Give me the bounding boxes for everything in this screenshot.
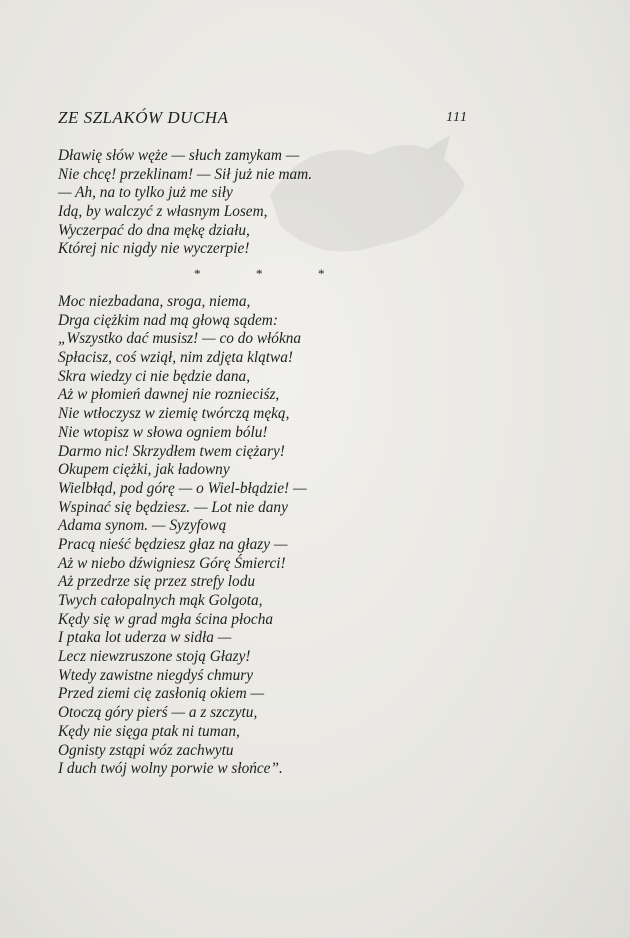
verse-line: Pracą nieść będziesz głaz na głazy — xyxy=(58,535,288,553)
verse-line: Moc niezbadana, sroga, niema, xyxy=(58,293,251,310)
verse-line: Drga ciężkim nad mą głową sądem: xyxy=(58,311,278,329)
verse-line: Otoczą góry pierś — a z szczytu, xyxy=(58,704,258,722)
stanza-2 xyxy=(58,293,478,779)
verse-line: Wyczerpać do dna mękę działu, xyxy=(58,221,250,239)
stanza-1 xyxy=(58,147,478,259)
verse-line: Aż w płomień dawnej nie roznieciśz, xyxy=(58,386,280,404)
page-number: 111 xyxy=(446,110,468,125)
verse-line: Dławię słów węże — słuch zamykam — xyxy=(58,147,300,164)
asterisk: * xyxy=(318,266,325,281)
verse-line: Nie wtłoczysz w ziemię twórczą męką, xyxy=(58,405,290,423)
verse-line: Skra wiedzy ci nie będzie dana, xyxy=(58,367,251,385)
verse-line: Aż przedrze się przez strefy lodu xyxy=(58,573,256,591)
verse-line: „Wszystko dać musisz! — co do włókna xyxy=(58,330,302,348)
verse-line: Spłacisz, coś wziął, nim zdjęta klątwa! xyxy=(58,349,293,367)
verse-line: Nie wtopisz w słowa ogniem bólu! xyxy=(58,423,268,441)
verse-line: Przed ziemi cię zasłonią okiem — xyxy=(58,685,265,703)
verse-line: Wspinać się będziesz. — Lot nie dany xyxy=(58,498,288,516)
verse-line: Lecz niewzruszone stoją Głazy! xyxy=(58,648,251,666)
verse-line: Kędy nie sięga ptak ni tuman, xyxy=(58,722,240,740)
verse-line: — Ah, na to tylko już me siły xyxy=(58,184,233,202)
running-header xyxy=(58,108,468,132)
verse-line: Darmo nic! Skrzydłem twem ciężary! xyxy=(58,442,285,460)
verse-line: I duch twój wolny porwie w słońce”. xyxy=(58,760,283,778)
asterisk: * xyxy=(256,266,263,281)
verse-line: Wtedy zawistne niegdyś chmury xyxy=(58,666,253,684)
verse-line: Aż w niebo dźwigniesz Górę Śmierci! xyxy=(58,554,286,572)
verse-line: Idą, by walczyć z własnym Losem, xyxy=(58,203,268,221)
section-separator xyxy=(190,266,330,282)
verse-line: Ognisty zstąpi wóz zachwytu xyxy=(58,741,234,759)
running-title: ZE SZLAKÓW DUCHA xyxy=(58,108,229,127)
verse-line: I ptaka lot uderza w sidła — xyxy=(58,629,232,647)
verse-line: Nie chcę! przeklinam! — Sił już nie mam. xyxy=(58,165,313,183)
verse-line: Której nic nigdy nie wyczerpie! xyxy=(58,240,250,258)
verse-line: Adama synom. — Syzyfową xyxy=(58,517,227,535)
verse-line: Kędy się w grad mgła ścina płocha xyxy=(58,610,273,628)
verse-line: Wielbłąd, pod górę — o Wiel-błądzie! — xyxy=(58,479,307,497)
verse-line: Twych całopalnych mąk Golgota, xyxy=(58,592,263,609)
asterisk: * xyxy=(194,266,201,281)
verse-line: Okupem ciężki, jak ładowny xyxy=(58,461,230,479)
